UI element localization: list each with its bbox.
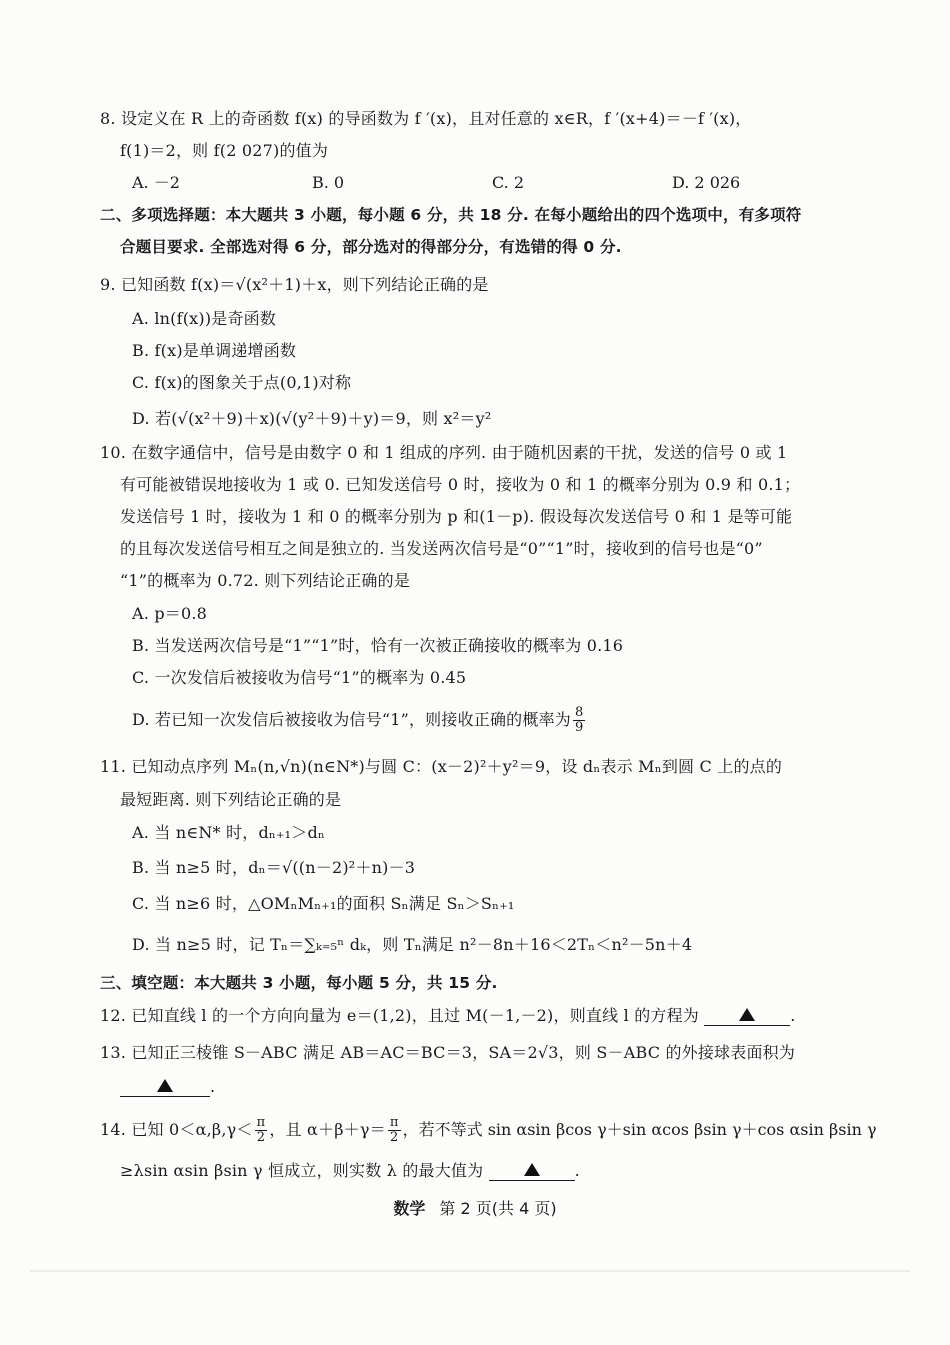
q14-text-c: ，若不等式 sin αsin βcos γ＋sin αcos βsin γ＋cos αsin βsin γ	[402, 1120, 877, 1139]
triangle-icon	[524, 1163, 540, 1176]
fraction-8-9	[573, 706, 585, 735]
fraction-denominator: 2	[256, 1130, 266, 1145]
q10-option-a: A. p＝0.8	[132, 604, 208, 623]
q10-option-d	[132, 706, 587, 735]
q9-option-d: D. 若(√(x²＋9)＋x)(√(y²＋9)＋y)＝9，则 x²＝y²	[132, 409, 492, 428]
q12-period: .	[790, 1006, 796, 1025]
triangle-icon	[157, 1079, 173, 1092]
fraction-pi-over-2	[255, 1116, 268, 1145]
q10-option-b: B. 当发送两次信号是“1”“1”时，恰有一次被正确接收的概率为 0.16	[132, 636, 624, 655]
fraction-numerator: π	[389, 1115, 399, 1130]
footer-subject: 数学	[393, 1199, 426, 1218]
q14-period: .	[574, 1161, 580, 1180]
fraction-denominator: 9	[574, 720, 584, 735]
triangle-icon	[739, 1008, 755, 1021]
q8-option-c: C. 2	[492, 173, 525, 192]
q8-option-d: D. 2 026	[672, 173, 741, 192]
section2-heading-line2: 合题目要求. 全部选对得 6 分，部分选对的得部分分，有选错的得 0 分.	[120, 238, 622, 256]
q14-text-b: ，且 α＋β＋γ＝	[269, 1120, 386, 1139]
q14-stem-line1	[100, 1116, 877, 1145]
q11-stem-line1: 11. 已知动点序列 Mₙ(n,√n)(n∈N*)与圆 C：(x－2)²＋y²＝9，设 dₙ表示 Mₙ到圆 C 上的点的	[100, 757, 783, 776]
q10-stem-line3: 发送信号 1 时，接收为 1 和 0 的概率分别为 p 和(1－p). 假设每次发送信号 0 和 1 是等可能	[120, 507, 793, 526]
q8-option-a: A. －2	[132, 173, 180, 192]
q14-answer-blank[interactable]	[489, 1158, 575, 1181]
q13-answer-blank[interactable]	[120, 1074, 210, 1097]
q9-option-a: A. ln(f(x))是奇函数	[132, 309, 277, 328]
page-footer	[0, 1196, 950, 1219]
q10-option-d-text: D. 若已知一次发信后被接收为信号“1”，则接收正确的概率为	[132, 710, 571, 729]
section2-heading-line1: 二、多项选择题：本大题共 3 小题，每小题 6 分，共 18 分. 在每小题给出的四个选项中，有多项符	[100, 206, 802, 224]
q9-stem: 9. 已知函数 f(x)＝√(x²＋1)＋x，则下列结论正确的是	[100, 275, 489, 294]
q10-stem-line1: 10. 在数字通信中，信号是由数字 0 和 1 组成的序列. 由于随机因素的干扰，发送的信号 0 或 1	[100, 443, 788, 462]
fraction-numerator: π	[256, 1115, 266, 1130]
fraction-pi-over-2	[388, 1116, 401, 1145]
q12	[100, 1005, 796, 1028]
section3-heading: 三、填空题：本大题共 3 小题，每小题 5 分，共 15 分.	[100, 974, 498, 992]
q9-option-b: B. f(x)是单调递增函数	[132, 341, 297, 360]
q10-stem-line4: 的且每次发送信号相互之间是独立的. 当发送两次信号是“0”“1”时，接收到的信号也是“0”	[120, 539, 763, 558]
q11-option-a: A. 当 n∈N* 时，dₙ₊₁＞dₙ	[132, 823, 326, 842]
q10-stem-line5: “1”的概率为 0.72. 则下列结论正确的是	[120, 571, 411, 590]
footer-page-number: 第 2 页(共 4 页)	[439, 1199, 557, 1218]
q10-option-c: C. 一次发信后被接收为信号“1”的概率为 0.45	[132, 668, 467, 687]
q14-text-a: 14. 已知 0＜α,β,γ＜	[100, 1120, 253, 1139]
q11-option-c: C. 当 n≥6 时，△OMₙMₙ₊₁的面积 Sₙ满足 Sₙ＞Sₙ₊₁	[132, 894, 515, 913]
q12-answer-blank[interactable]	[704, 1003, 790, 1026]
q8-option-b: B. 0	[312, 173, 345, 192]
q13-answer-line	[120, 1076, 215, 1099]
scan-artifact-line	[30, 1270, 910, 1272]
q8-options	[132, 172, 852, 194]
fraction-numerator: 8	[574, 705, 584, 720]
q14-stem-line2	[120, 1160, 580, 1183]
q10-stem-line2: 有可能被错误地接收为 1 或 0. 已知发送信号 0 时，接收为 0 和 1 的概率分别为 0.9 和 0.1；	[120, 475, 801, 494]
q11-option-b: B. 当 n≥5 时，dₙ＝√((n－2)²＋n)－3	[132, 858, 416, 877]
q14-text-line2: ≥λsin αsin βsin γ 恒成立，则实数 λ 的最大值为	[120, 1161, 484, 1180]
q8-stem-line2: f(1)＝2，则 f(2 027)的值为	[120, 141, 329, 160]
q12-text: 12. 已知直线 l 的一个方向向量为 e＝(1,2)，且过 M(－1,－2)，则直线 l 的方程为	[100, 1006, 699, 1025]
q13-stem: 13. 已知正三棱锥 S－ABC 满足 AB＝AC＝BC＝3，SA＝2√3，则 S－ABC 的外接球表面积为	[100, 1043, 796, 1062]
q13-period: .	[210, 1077, 216, 1096]
q11-option-d: D. 当 n≥5 时，记 Tₙ＝∑ₖ₌₅ⁿ dₖ，则 Tₙ满足 n²－8n＋16＜2Tₙ＜n²－5n＋4	[132, 935, 693, 954]
fraction-denominator: 2	[389, 1130, 399, 1145]
q9-option-c: C. f(x)的图象关于点(0,1)对称	[132, 373, 352, 392]
q11-stem-line2: 最短距离. 则下列结论正确的是	[120, 790, 342, 809]
q8-stem-line1: 8. 设定义在 R 上的奇函数 f(x) 的导函数为 f ′(x)，且对任意的 x∈R，f ′(x+4)＝－f ′(x)，	[100, 109, 752, 128]
